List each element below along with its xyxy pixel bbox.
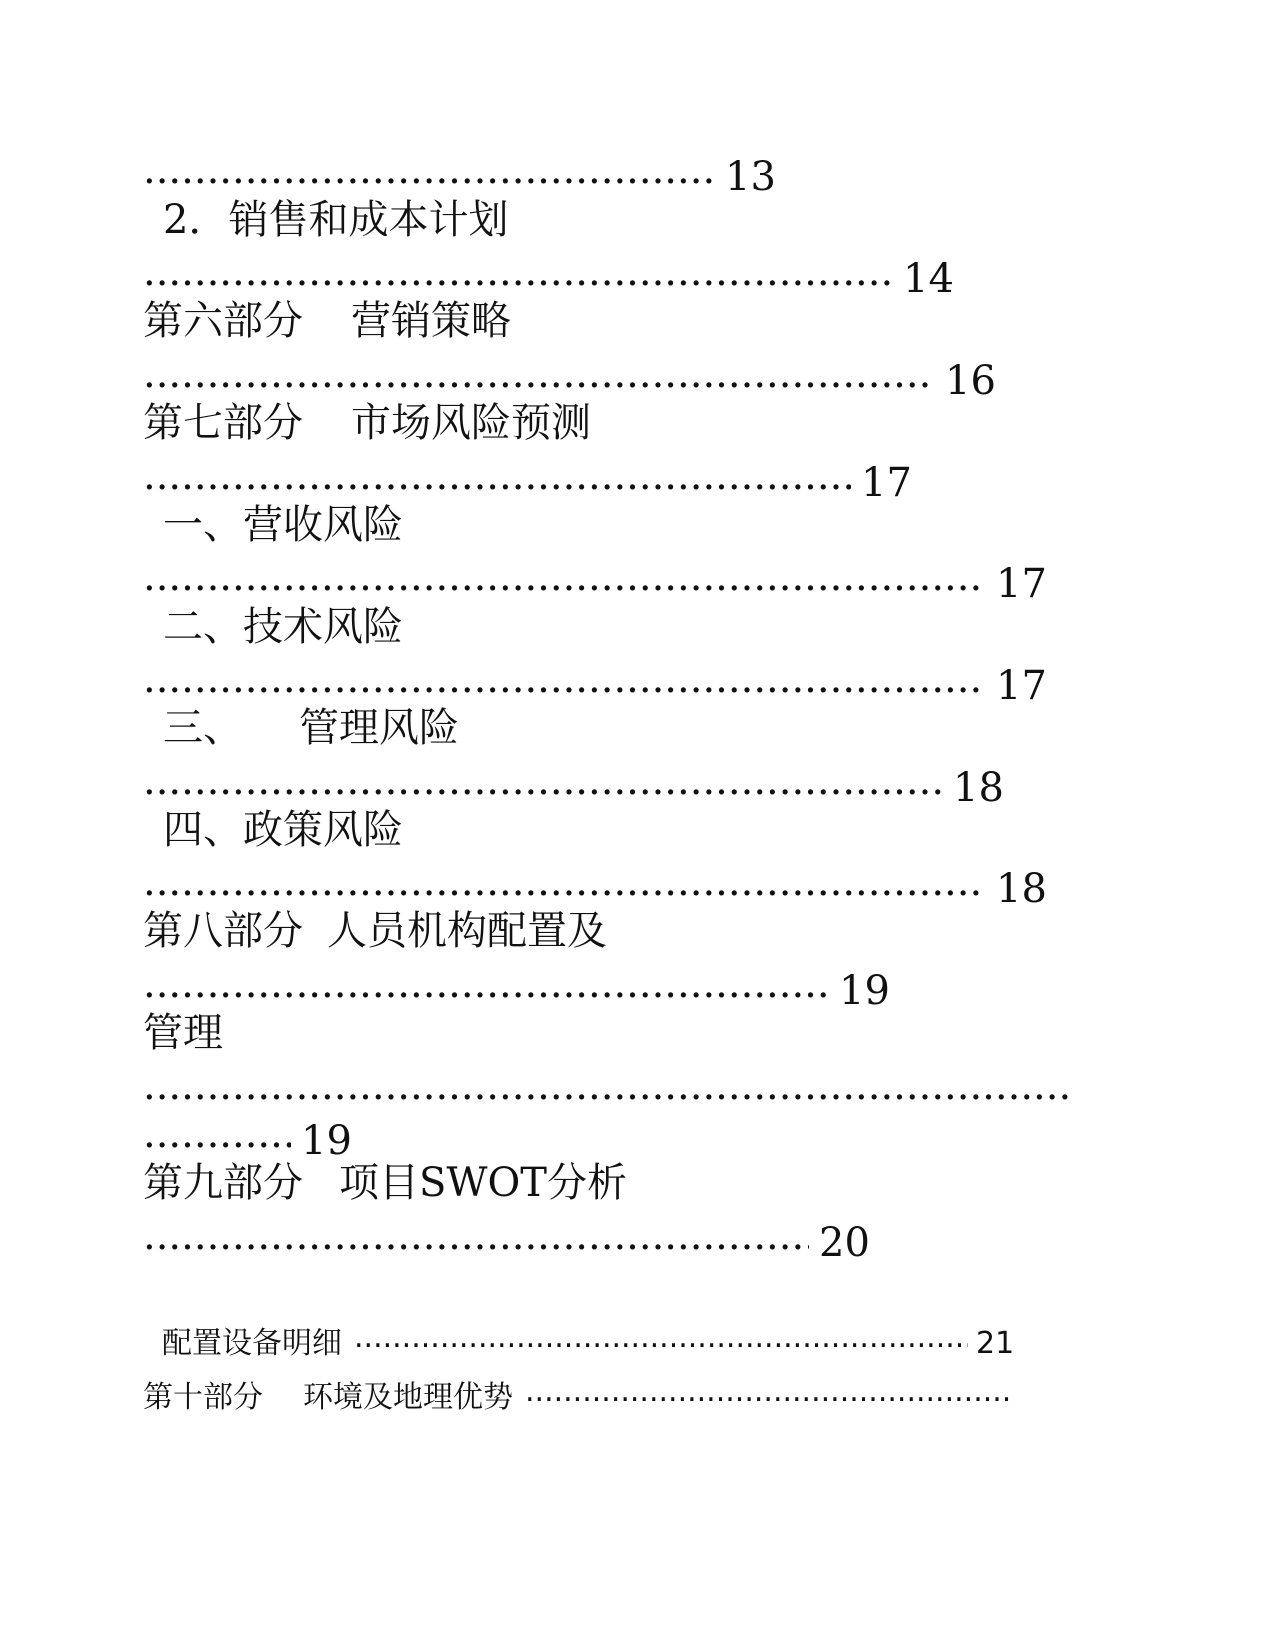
dot-leader — [143, 354, 935, 394]
dot-leader — [143, 1066, 1068, 1106]
part-label: 第八部分 — [143, 908, 303, 954]
toc-leader-line — [143, 456, 912, 506]
dot-leader — [143, 862, 986, 902]
part-title: 环境及地理优势 — [303, 1380, 513, 1415]
toc-leader-line — [143, 964, 890, 1014]
dot-leader — [143, 761, 943, 801]
page-number: 18 — [996, 866, 1047, 912]
page-number: 13 — [725, 154, 776, 200]
part-label: 第十部分 — [143, 1380, 263, 1415]
entry-number: 三、 — [163, 705, 243, 751]
toc-part-heading — [143, 1160, 627, 1206]
toc-entry-title: 二、技术风险 — [163, 604, 403, 650]
toc-entry-title — [163, 705, 459, 751]
page-number: 21 — [976, 1326, 1015, 1361]
page-number: 18 — [953, 765, 1004, 811]
page-number: 19 — [839, 968, 890, 1014]
toc-part-heading — [143, 400, 591, 446]
toc-leader-line — [143, 761, 1004, 811]
toc-entry-title: 2．销售和成本计划 — [163, 197, 509, 243]
toc-entry — [143, 1377, 1011, 1413]
toc-leader-line — [143, 252, 954, 302]
toc-leader-line — [143, 557, 1047, 607]
dot-leader — [143, 964, 829, 1004]
toc-entry-title: 一、营收风险 — [163, 502, 403, 548]
toc-part-heading — [143, 908, 607, 954]
dot-leader — [143, 252, 893, 292]
dot-leader — [354, 1323, 968, 1353]
part-title: 人员机构配置及 — [327, 908, 607, 954]
page-number: 16 — [945, 358, 996, 404]
dot-leader — [525, 1377, 1011, 1407]
toc-leader-line — [143, 150, 776, 200]
page-number: 17 — [861, 460, 912, 506]
page-number: 14 — [903, 256, 954, 302]
dot-leader — [143, 1114, 291, 1154]
dot-leader — [143, 1216, 809, 1256]
dot-leader — [143, 150, 715, 190]
toc-leader-line — [143, 1114, 352, 1164]
toc-leader-line — [143, 354, 996, 404]
toc-leader-line — [143, 659, 1047, 709]
part-title: 营销策略 — [351, 298, 511, 344]
part-label: 第七部分 — [143, 400, 303, 446]
page-number: 17 — [996, 561, 1047, 607]
page-number: 17 — [996, 663, 1047, 709]
toc-entry — [162, 1323, 1014, 1359]
dot-leader — [143, 557, 986, 597]
entry-title: 配置设备明细 — [162, 1326, 342, 1361]
page-number: 19 — [301, 1118, 352, 1164]
part-title: 市场风险预测 — [351, 400, 591, 446]
part-label: 第九部分 — [143, 1160, 303, 1206]
dot-leader — [143, 659, 986, 699]
toc-entry-title: 四、政策风险 — [163, 807, 403, 853]
dot-leader — [143, 456, 851, 496]
toc-entry-title: 管理 — [143, 1010, 223, 1056]
toc-leader-line — [143, 862, 1047, 912]
toc-leader-line — [143, 1216, 870, 1266]
entry-title: 管理风险 — [299, 705, 459, 751]
part-title: 项目SWOT分析 — [339, 1160, 627, 1206]
toc-leader-line — [143, 1066, 1068, 1113]
part-label: 第六部分 — [143, 298, 303, 344]
toc-part-heading — [143, 298, 511, 344]
page-number: 20 — [819, 1220, 870, 1266]
